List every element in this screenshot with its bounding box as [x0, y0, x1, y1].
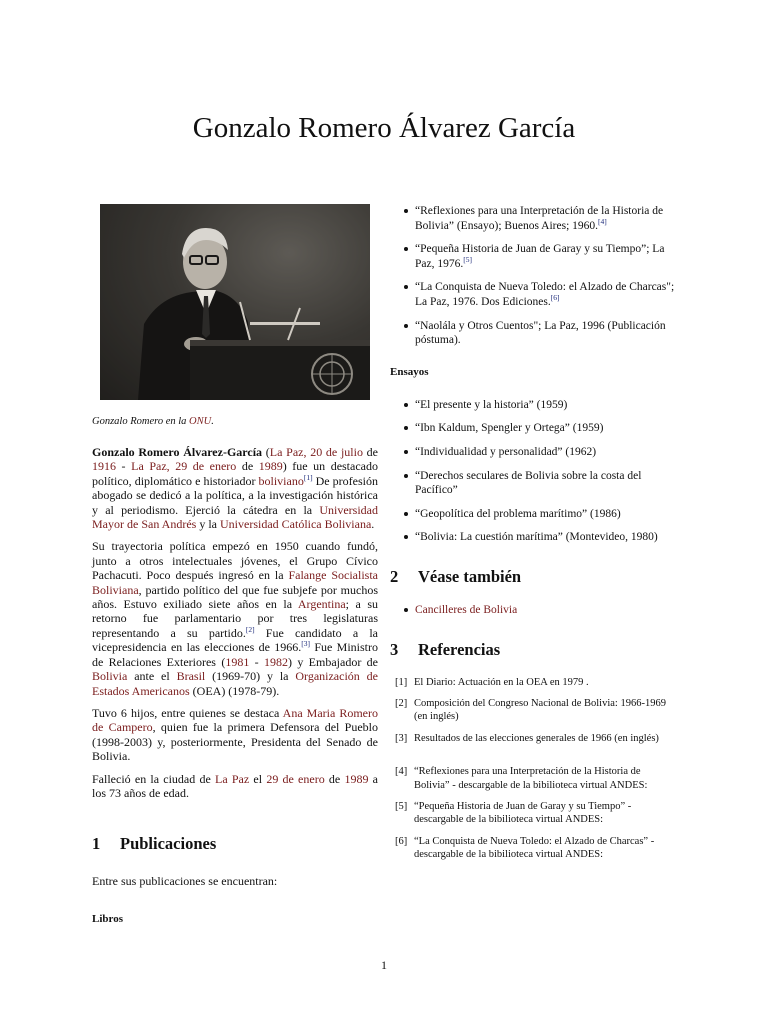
link-deathplace-date[interactable]: La Paz, 29 de enero	[131, 459, 237, 474]
link-ana-maria-romero[interactable]: Ana Maria Romero de Campero	[92, 705, 378, 735]
link-fsb[interactable]: Falange Socialista Boliviana	[92, 568, 378, 597]
ref-link-4[interactable]: [4]	[598, 216, 607, 226]
reference-item: [3] Resultados de las elecciones generales de 1966 (en inglés)	[395, 732, 659, 744]
link-1981[interactable]: 1981	[225, 654, 250, 669]
reference-item: [1] El Diario: Actuación en la OEA en 1979 .	[395, 676, 589, 688]
list-item: “El presente y la historia” (1959)	[390, 398, 678, 413]
list-item: “Derechos seculares de Bolivia sobre la costa del Pacífico”	[390, 469, 678, 498]
link-1916[interactable]: 1916	[92, 459, 116, 474]
list-item: “La Conquista de Nueva Toledo: el Alzado de Charcas"; La Paz, 1976. Dos Ediciones.[6]	[390, 280, 678, 309]
link-boliviano[interactable]: boliviano	[258, 473, 304, 488]
references-list	[390, 676, 678, 862]
ref-link-1[interactable]: [1]	[303, 472, 313, 482]
intro-paragraph: Gonzalo Romero Álvarez-García (La Paz, 20 de julio de 1916 - La Paz, 29 de enero de 1989) fue un destacado político, diplomático e historiador boliviano[1] De profesión abogado se dedicó a la política, a la investigación histórica y al periodismo. Ejerció la cátedra en la Universidad Mayor de San Andrés y la Universidad Católica Boliviana.	[92, 445, 378, 532]
family-paragraph: Tuvo 6 hijos, entre quienes se destaca Ana Maria Romero de Campero, quien fue la primera Defensora del Pueblo (1998-2003) y, posteriormente, Presidenta del Senado de Bolivia.	[92, 705, 378, 764]
ref-link-3[interactable]: [3]	[301, 639, 310, 649]
books-list	[390, 204, 678, 348]
subheading-ensayos: Ensayos	[390, 365, 429, 378]
link-argentina[interactable]: Argentina	[297, 597, 346, 612]
list-item: “Reflexiones para una Interpretación de la Historia de Bolivia” (Ensayo); Buenos Aires; 1960.[4]	[390, 204, 678, 233]
link-brasil[interactable]: Brasil	[176, 669, 206, 684]
list-item: “Geopolítica del problema marítimo” (1986)	[390, 507, 678, 522]
left-column	[92, 204, 378, 925]
link-29-enero[interactable]: 29 de enero	[266, 771, 325, 786]
link-birthplace-date[interactable]: La Paz, 20 de julio	[269, 445, 363, 459]
right-column	[390, 204, 678, 870]
page-number: 1	[381, 958, 387, 972]
caption-link-onu[interactable]: ONU	[189, 416, 212, 427]
reference-item: [2] Composición del Congreso Nacional de Bolivia: 1966-1969 (en inglés)	[395, 697, 666, 723]
link-umsa[interactable]: Universidad Mayor de San Andrés	[92, 502, 378, 532]
subheading-libros: Libros	[92, 912, 123, 925]
link-bolivia[interactable]: Bolivia	[92, 669, 128, 684]
list-item	[390, 603, 678, 618]
essays-list	[390, 398, 678, 545]
portrait-photo	[100, 204, 370, 400]
reference-item: [5] “Pequeña Historia de Juan de Garay y su Tiempo” - descargable de la bibilioteca virtual ANDES:	[395, 800, 632, 826]
list-item: “Pequeña Historia de Juan de Garay y su Tiempo”; La Paz, 1976.[5]	[390, 242, 678, 271]
link-oea[interactable]: Organización de Estados Americanos	[92, 669, 378, 698]
publications-intro: Entre sus publicaciones se encuentran:	[92, 874, 278, 889]
list-item: “Ibn Kaldum, Spengler y Ortega” (1959)	[390, 421, 678, 436]
section-heading-publicaciones: 1 Publicaciones	[92, 834, 217, 854]
link-1989[interactable]: 1989	[258, 459, 283, 474]
list-item: “Individualidad y personalidad” (1962)	[390, 445, 678, 460]
see-also-list	[390, 603, 678, 618]
link-cancilleres-de-bolivia[interactable]: Cancilleres de Bolivia	[415, 603, 518, 616]
page-title: Gonzalo Romero Álvarez García	[192, 112, 576, 144]
photo-caption: Gonzalo Romero en la ONU.	[92, 416, 214, 427]
reference-item: [6] “La Conquista de Nueva Toledo: el Alzado de Charcas” - descargable de la bibilioteca virtual ANDES:	[395, 835, 655, 861]
death-paragraph: Falleció en la ciudad de La Paz el 29 de enero de 1989 a los 73 años de edad.	[92, 771, 379, 800]
link-1989-death[interactable]: 1989	[344, 771, 369, 786]
link-ucb[interactable]: Universidad Católica Boliviana	[220, 517, 372, 532]
reference-item: [4] “Reflexiones para una Interpretación de la Historia de Bolivia” - descargable de la bibilioteca virtual ANDES:	[395, 766, 648, 791]
section-heading-referencias: 3 Referencias	[390, 639, 501, 659]
list-item: “Bolivia: La cuestión marítima” (Montevideo, 1980)	[390, 530, 678, 545]
ref-link-6[interactable]: [6]	[550, 293, 560, 303]
link-la-paz[interactable]: La Paz	[215, 771, 250, 786]
list-item: “Naolála y Otros Cuentos"; La Paz, 1996 (Publicación póstuma).	[390, 319, 678, 348]
section-heading-vease-tambien: 2 Véase también	[390, 566, 522, 586]
link-1982[interactable]: 1982	[264, 654, 288, 669]
career-paragraph: Su trayectoria política empezó en 1950 cuando fundó, junto a otros intelectuales jóvenes, el Grupo Cívico Pachacuti. Poco después ingresó en la Falange Socialista Boliviana, partido político del que fue subjefe por muchos años. Estuvo exiliado siete años en la Argentina; a su retorno fue parlamentario por tres legislaturas representando a su partido.[2] Fue candidato a la vicepresidencia en las elecciones de 1966.[3] Fue Ministro de Relaciones Exteriores (1981 - 1982) y Embajador de Bolivia ante el Brasil (1969-70) y la Organización de Estados Americanos (OEA) (1978-79).	[92, 539, 379, 698]
ref-link-2[interactable]: [2]	[245, 624, 255, 634]
article-subject: Gonzalo Romero Álvarez-García	[92, 445, 263, 459]
ref-link-5[interactable]: [5]	[463, 254, 472, 264]
